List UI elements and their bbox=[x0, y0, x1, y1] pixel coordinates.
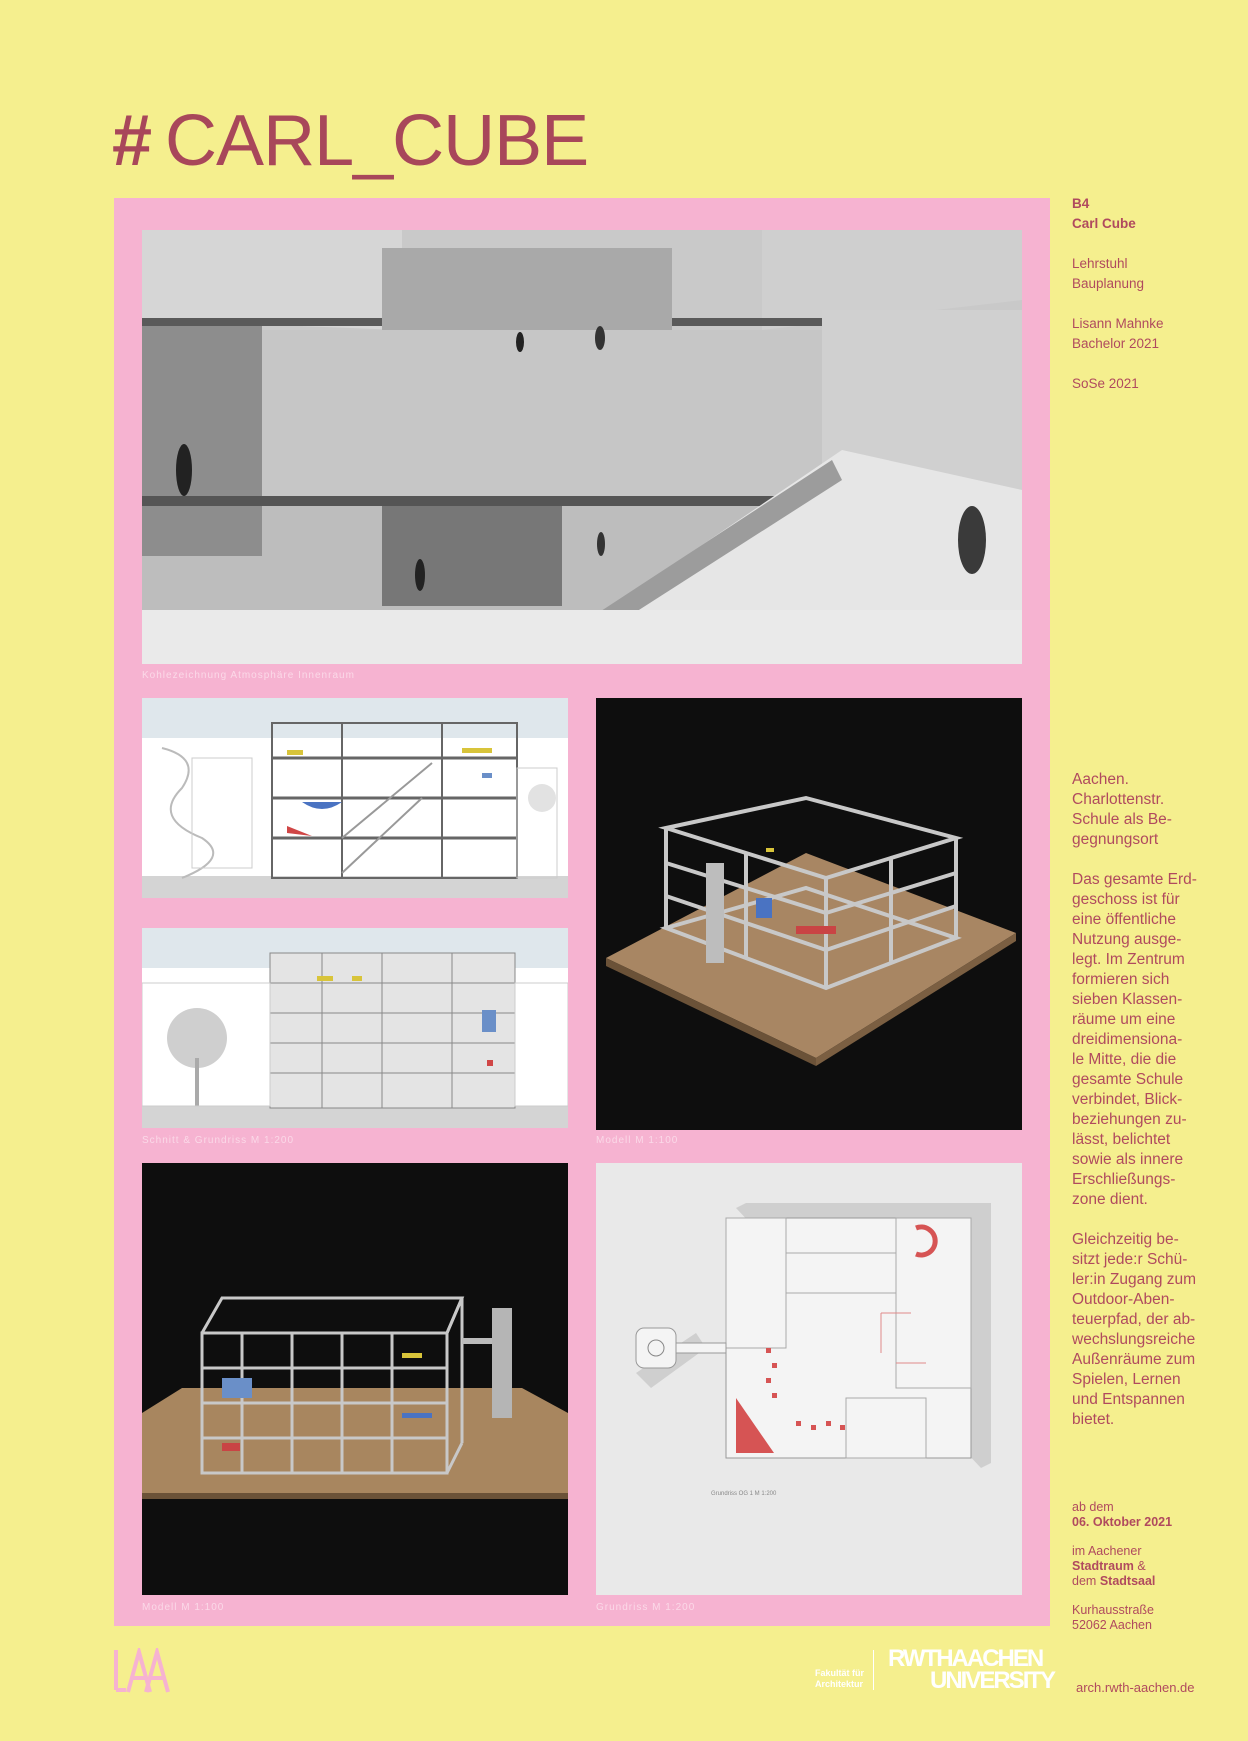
text-line: sowie als innere bbox=[1072, 1151, 1184, 1168]
chair-line-1: Lehrstuhl bbox=[1072, 256, 1128, 271]
text-line: sieben Klassen- bbox=[1072, 991, 1183, 1008]
caption-interior: Kohlezeichnung Atmosphäre Innenraum bbox=[142, 670, 355, 681]
text-line: eine öffentliche bbox=[1072, 911, 1176, 928]
chair-line-2: Bauplanung bbox=[1072, 276, 1145, 291]
faculty-line-1: Fakultät für bbox=[815, 1668, 865, 1678]
desc-p1 bbox=[1072, 770, 1197, 850]
description bbox=[1072, 770, 1197, 1430]
text-line: Charlottenstr. bbox=[1072, 791, 1165, 808]
event-venue-amp: & bbox=[1137, 1559, 1146, 1573]
caption-plan: Grundriss M 1:200 bbox=[596, 1602, 696, 1613]
desc-p2 bbox=[1072, 870, 1197, 1210]
degree: Bachelor 2021 bbox=[1072, 336, 1160, 351]
text-line: le Mitte, die die bbox=[1072, 1051, 1177, 1068]
section-drawing-1 bbox=[142, 698, 568, 898]
text-line: Outdoor-Aben- bbox=[1072, 1291, 1175, 1308]
text-line: sitzt jede:r Schü- bbox=[1072, 1251, 1188, 1268]
desc-p3 bbox=[1072, 1230, 1197, 1430]
event-city: 52062 Aachen bbox=[1072, 1618, 1152, 1632]
rwth-line-2: UNIVERSITY bbox=[930, 1667, 1055, 1694]
text-line: Erschließungs- bbox=[1072, 1171, 1176, 1188]
text-line: Gleichzeitig be- bbox=[1072, 1231, 1179, 1248]
faculty-label bbox=[815, 1668, 864, 1690]
event-venue-dem: dem bbox=[1072, 1574, 1097, 1588]
event-venue-1: im Aachener bbox=[1072, 1544, 1142, 1558]
caption-model-top: Modell M 1:100 bbox=[596, 1135, 679, 1146]
text-line: räume um eine bbox=[1072, 1011, 1176, 1028]
title-text: CARL_CUBE bbox=[165, 101, 589, 181]
interior-drawing bbox=[142, 230, 1022, 664]
text-line: dreidimensiona- bbox=[1072, 1031, 1183, 1048]
text-line: teuerpfad, der ab- bbox=[1072, 1311, 1196, 1328]
text-line: Spielen, Lernen bbox=[1072, 1371, 1181, 1388]
event-street: Kurhausstraße bbox=[1072, 1603, 1154, 1617]
text-line: zone dient. bbox=[1072, 1191, 1148, 1208]
text-line: Schule als Be- bbox=[1072, 811, 1172, 828]
rwth-logo bbox=[888, 1645, 1055, 1694]
text-line: gegnungsort bbox=[1072, 831, 1159, 848]
text-line: Außenräume zum bbox=[1072, 1351, 1196, 1368]
rwth-divider bbox=[873, 1650, 874, 1690]
text-line: Nutzung ausge- bbox=[1072, 931, 1182, 948]
text-line: gesamte Schule bbox=[1072, 1071, 1184, 1088]
event-from: ab dem bbox=[1072, 1500, 1114, 1514]
page-title bbox=[112, 100, 588, 182]
jaa-logo bbox=[112, 1648, 172, 1699]
event-venue-stadtraum: Stadtraum bbox=[1072, 1559, 1134, 1573]
text-line: legt. Im Zentrum bbox=[1072, 951, 1185, 968]
caption-model-bottom: Modell M 1:100 bbox=[142, 1602, 225, 1613]
caption-section: Schnitt & Grundriss M 1:200 bbox=[142, 1135, 295, 1146]
text-line: wechslungsreiche bbox=[1072, 1331, 1196, 1348]
text-line: beziehungen zu- bbox=[1072, 1111, 1187, 1128]
text-line: geschoss ist für bbox=[1072, 891, 1180, 908]
project-meta bbox=[1072, 194, 1164, 394]
event-venue-stadtsaal: Stadtsaal bbox=[1099, 1574, 1156, 1588]
text-line: Das gesamte Erd- bbox=[1072, 871, 1197, 888]
text-line: Aachen. bbox=[1072, 771, 1129, 788]
website-link[interactable]: arch.rwth-aachen.de bbox=[1076, 1680, 1195, 1695]
faculty-line-2: Architektur bbox=[815, 1679, 864, 1689]
section-drawing-2 bbox=[142, 928, 568, 1128]
model-photo-1 bbox=[596, 698, 1022, 1130]
model-photo-2 bbox=[142, 1163, 568, 1595]
text-line: und Entspannen bbox=[1072, 1391, 1185, 1408]
author: Lisann Mahnke bbox=[1072, 316, 1164, 331]
project-name: Carl Cube bbox=[1072, 216, 1136, 231]
text-line: ler:in Zugang zum bbox=[1072, 1271, 1197, 1288]
title-hash: # bbox=[112, 101, 152, 181]
text-line: lässt, belichtet bbox=[1072, 1131, 1171, 1148]
event-info bbox=[1072, 1500, 1172, 1633]
text-line: bietet. bbox=[1072, 1411, 1115, 1428]
text-line: verbindet, Blick- bbox=[1072, 1091, 1183, 1108]
plan-label: Grundriss OG 1 M 1:200 bbox=[711, 1491, 777, 1497]
rwth-line-1: RWTHAACHEN bbox=[888, 1645, 1043, 1672]
text-line: formieren sich bbox=[1072, 971, 1170, 988]
semester: SoSe 2021 bbox=[1072, 376, 1139, 391]
project-code: B4 bbox=[1072, 196, 1090, 211]
image-panel bbox=[114, 198, 1050, 1626]
event-date: 06. Oktober 2021 bbox=[1072, 1515, 1173, 1529]
floor-plan bbox=[596, 1163, 1022, 1595]
